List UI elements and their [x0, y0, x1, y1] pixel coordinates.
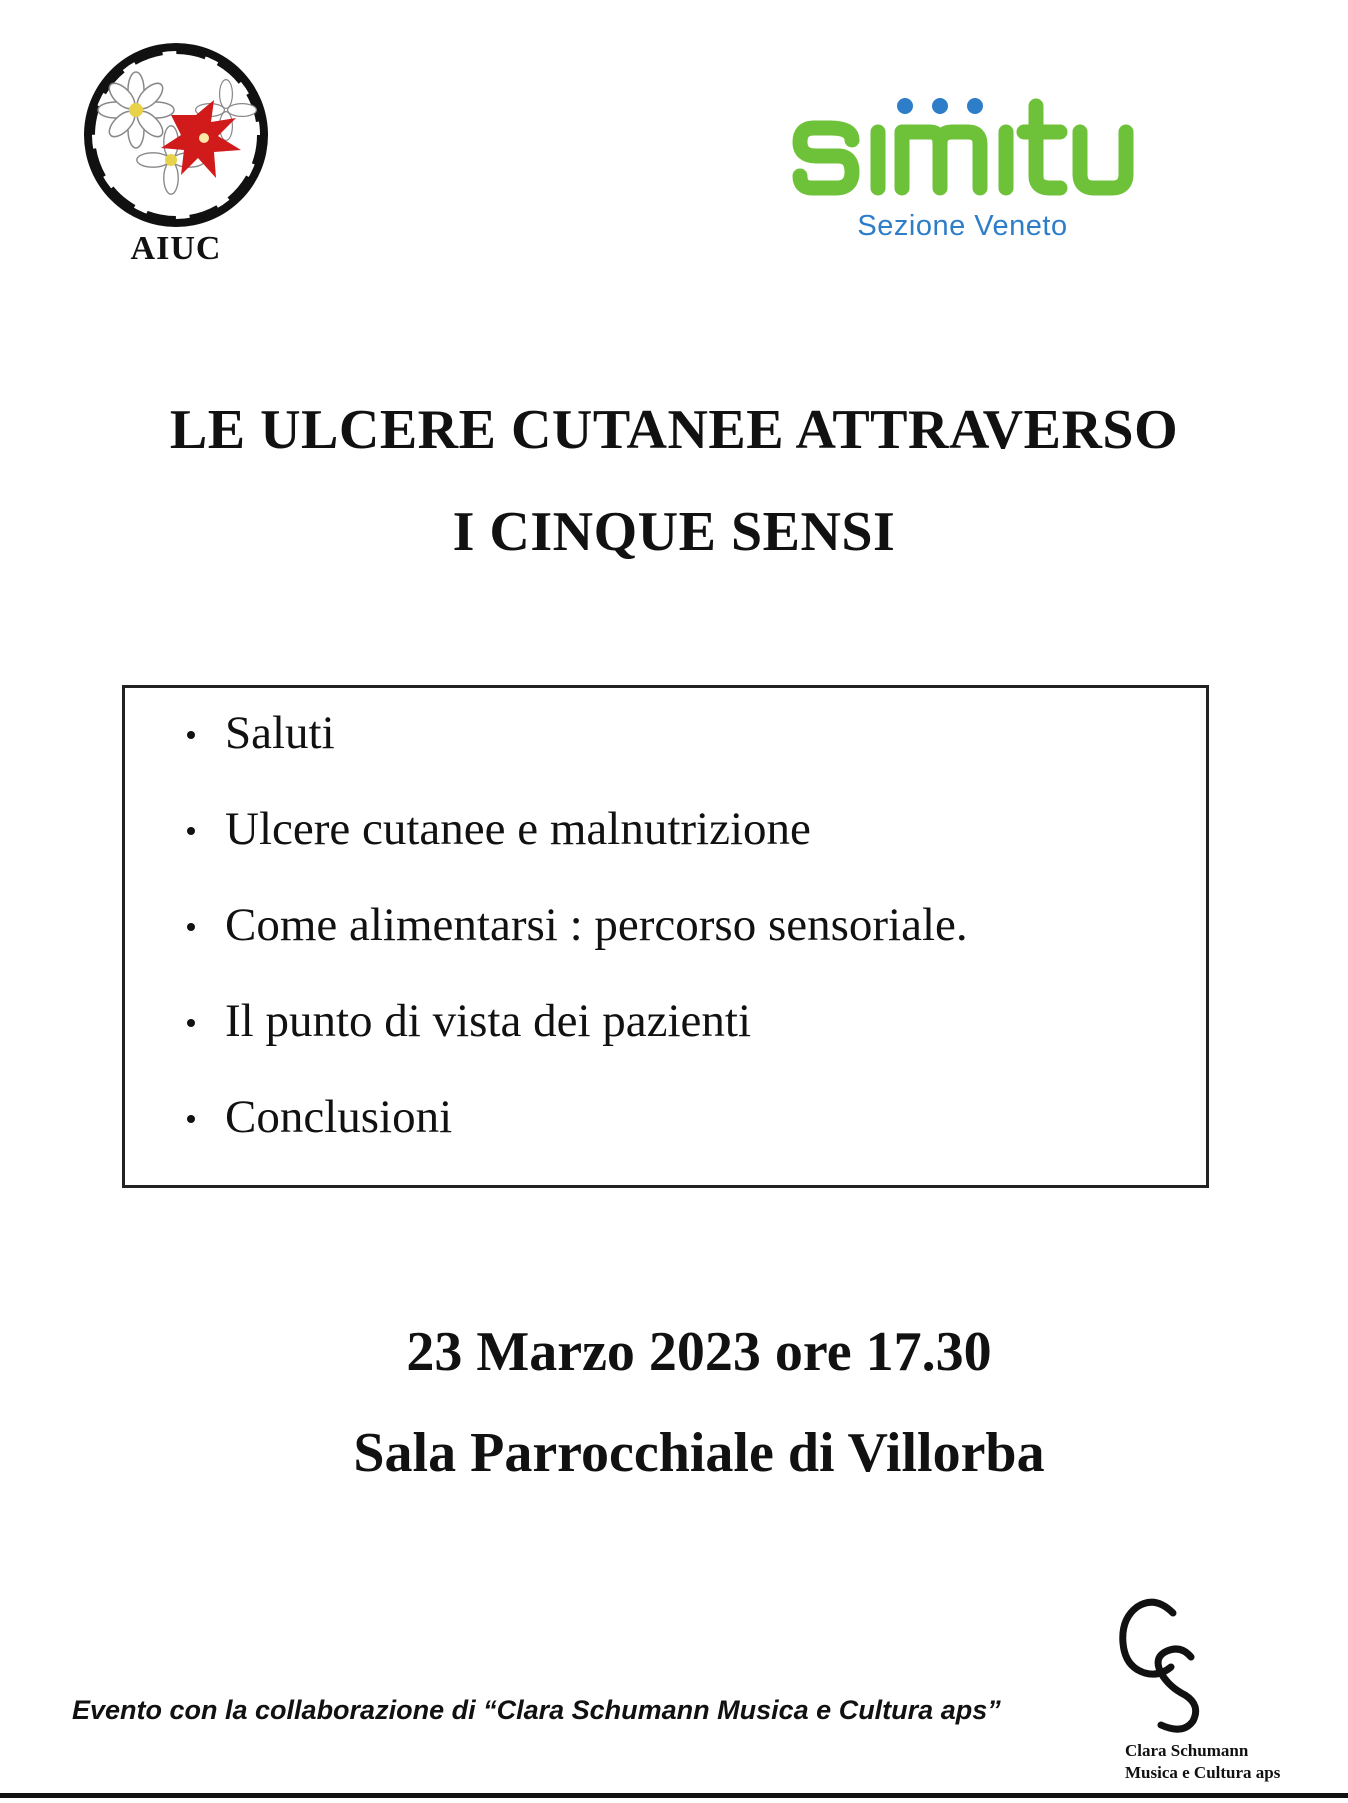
aiuc-logo [76, 40, 276, 280]
agenda-item [187, 898, 968, 952]
agenda-item [187, 706, 335, 760]
agenda-item [187, 802, 811, 856]
cs-caption-line-2: Musica e Cultura aps [1125, 1763, 1281, 1782]
agenda-item-label: Saluti [225, 707, 335, 759]
bottom-rule [0, 1793, 1348, 1798]
agenda-item-label: Conclusioni [225, 1091, 453, 1143]
clara-schumann-logo [1115, 1595, 1335, 1795]
simitu-logo [790, 92, 1160, 252]
simitu-wordmark-icon [790, 92, 1135, 210]
aiuc-label: AIUC [130, 230, 222, 267]
agenda-item-label: Come alimentarsi : percorso sensoriale. [225, 899, 968, 951]
page-title-line-1: LE ULCERE CUTANEE ATTRAVERSO [169, 399, 1179, 461]
bullet-icon [187, 1115, 195, 1123]
agenda-item [187, 994, 751, 1048]
agenda-item [187, 1090, 452, 1144]
cs-caption-line-1: Clara Schumann [1125, 1741, 1249, 1760]
page-title-line-2: I CINQUE SENSI [452, 501, 896, 563]
bullet-icon [187, 731, 195, 739]
agenda-item-label: Il punto di vista dei pazienti [225, 995, 752, 1047]
simitu-subtitle: Sezione Veneto [857, 210, 1068, 242]
bullet-icon [187, 827, 195, 835]
footer-collaboration: Evento con la collaborazione di “Clara Schumann Musica e Cultura aps” [72, 1695, 1001, 1725]
bullet-icon [187, 923, 195, 931]
agenda-box [122, 685, 1209, 1188]
cs-monogram-icon [1115, 1595, 1215, 1735]
bullet-icon [187, 1019, 195, 1027]
event-date-time: 23 Marzo 2023 ore 17.30 [406, 1321, 992, 1383]
agenda-item-label: Ulcere cutanee e malnutrizione [225, 803, 811, 855]
event-place: Sala Parrocchiale di Villorba [353, 1422, 1045, 1484]
aiuc-emblem-icon [76, 40, 276, 230]
